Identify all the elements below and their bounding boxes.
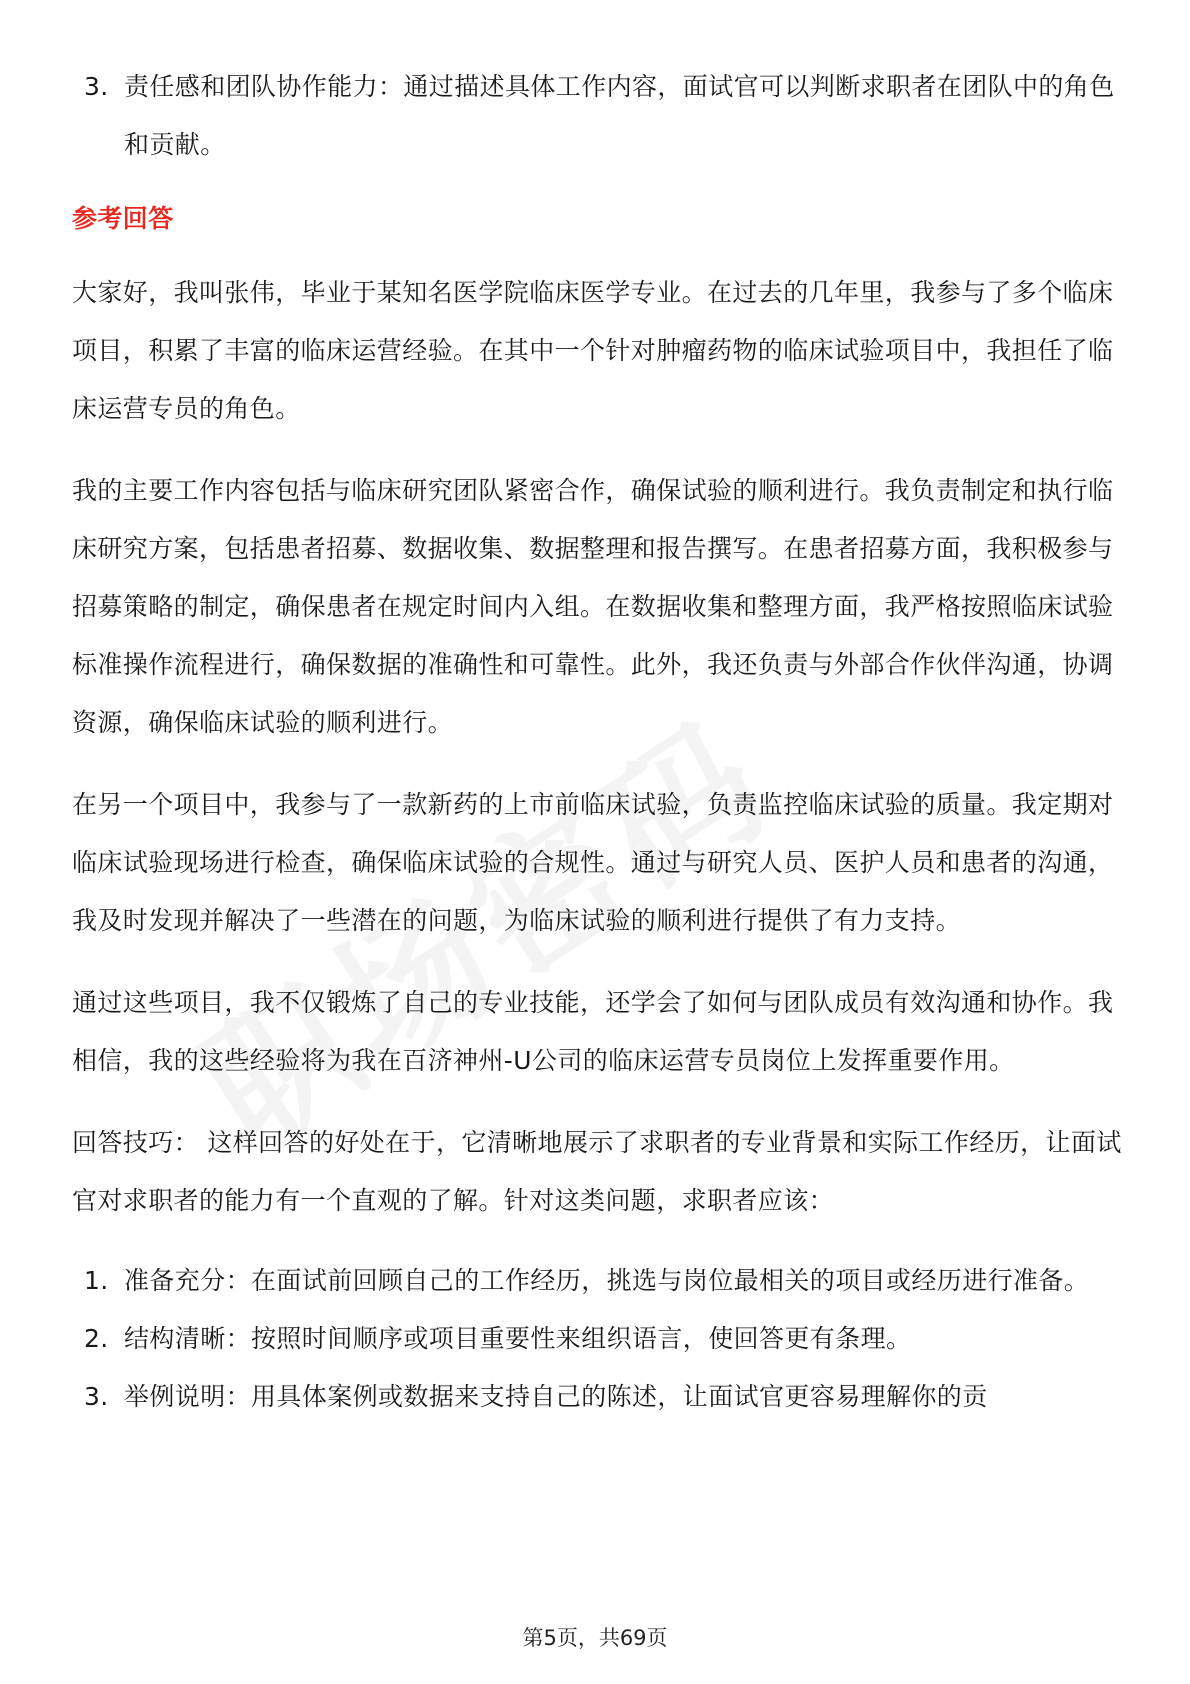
list-item: [72, 58, 1132, 174]
section-heading: 参考回答: [72, 204, 174, 233]
tips-intro: 回答技巧： 这样回答的好处在于，它清晰地展示了求职者的专业背景和实际工作经历，让面试官对求职者的能力有一个直观的了解。针对这类问题，求职者应该：: [72, 1128, 1122, 1215]
list-item: [72, 1310, 1132, 1368]
list-item-number: 2.: [84, 1324, 109, 1353]
tips-list: [72, 1252, 1132, 1426]
answer-paragraph: 通过这些项目，我不仅锻炼了自己的专业技能，还学会了如何与团队成员有效沟通和协作。我相信，我的这些经验将为我在百济神州-U公司的临床运营专员岗位上发挥重要作用。: [72, 988, 1114, 1075]
top-list: [72, 58, 1132, 174]
list-item-number: 3.: [84, 72, 109, 101]
answer-paragraph: 大家好，我叫张伟，毕业于某知名医学院临床医学专业。在过去的几年里，我参与了多个临床项目，积累了丰富的临床运营经验。在其中一个针对肿瘤药物的临床试验项目中，我担任了临床运营专员的角色。: [72, 278, 1114, 423]
list-item-number: 3.: [84, 1382, 109, 1411]
answer-paragraph: 我的主要工作内容包括与临床研究团队紧密合作，确保试验的顺利进行。我负责制定和执行临床研究方案，包括患者招募、数据收集、数据整理和报告撰写。在患者招募方面，我积极参与招募策略的制定，确保患者在规定时间内入组。在数据收集和整理方面，我严格按照临床试验标准操作流程进行，确保数据的准确性和可靠性。此外，我还负责与外部合作伙伴沟通，协调资源，确保临床试验的顺利进行。: [72, 476, 1114, 737]
list-item: [72, 1252, 1132, 1310]
page-content: [72, 58, 1132, 1426]
list-item-text: 举例说明：用具体案例或数据来支持自己的陈述，让面试官更容易理解你的贡: [124, 1382, 988, 1411]
list-item-text: 责任感和团队协作能力：通过描述具体工作内容，面试官可以判断求职者在团队中的角色和贡献。: [124, 72, 1115, 159]
list-item-number: 1.: [84, 1266, 109, 1295]
list-item-text: 结构清晰：按照时间顺序或项目重要性来组织语言，使回答更有条理。: [124, 1324, 912, 1353]
list-item-text: 准备充分：在面试前回顾自己的工作经历，挑选与岗位最相关的项目或经历进行准备。: [124, 1266, 1090, 1295]
answer-paragraph: 在另一个项目中，我参与了一款新药的上市前临床试验，负责监控临床试验的质量。我定期对临床试验现场进行检查，确保临床试验的合规性。通过与研究人员、医护人员和患者的沟通，我及时发现并解决了一些潜在的问题，为临床试验的顺利进行提供了有力支持。: [72, 790, 1114, 935]
page-footer: 第5页，共69页: [522, 1626, 668, 1650]
list-item: [72, 1368, 1132, 1426]
